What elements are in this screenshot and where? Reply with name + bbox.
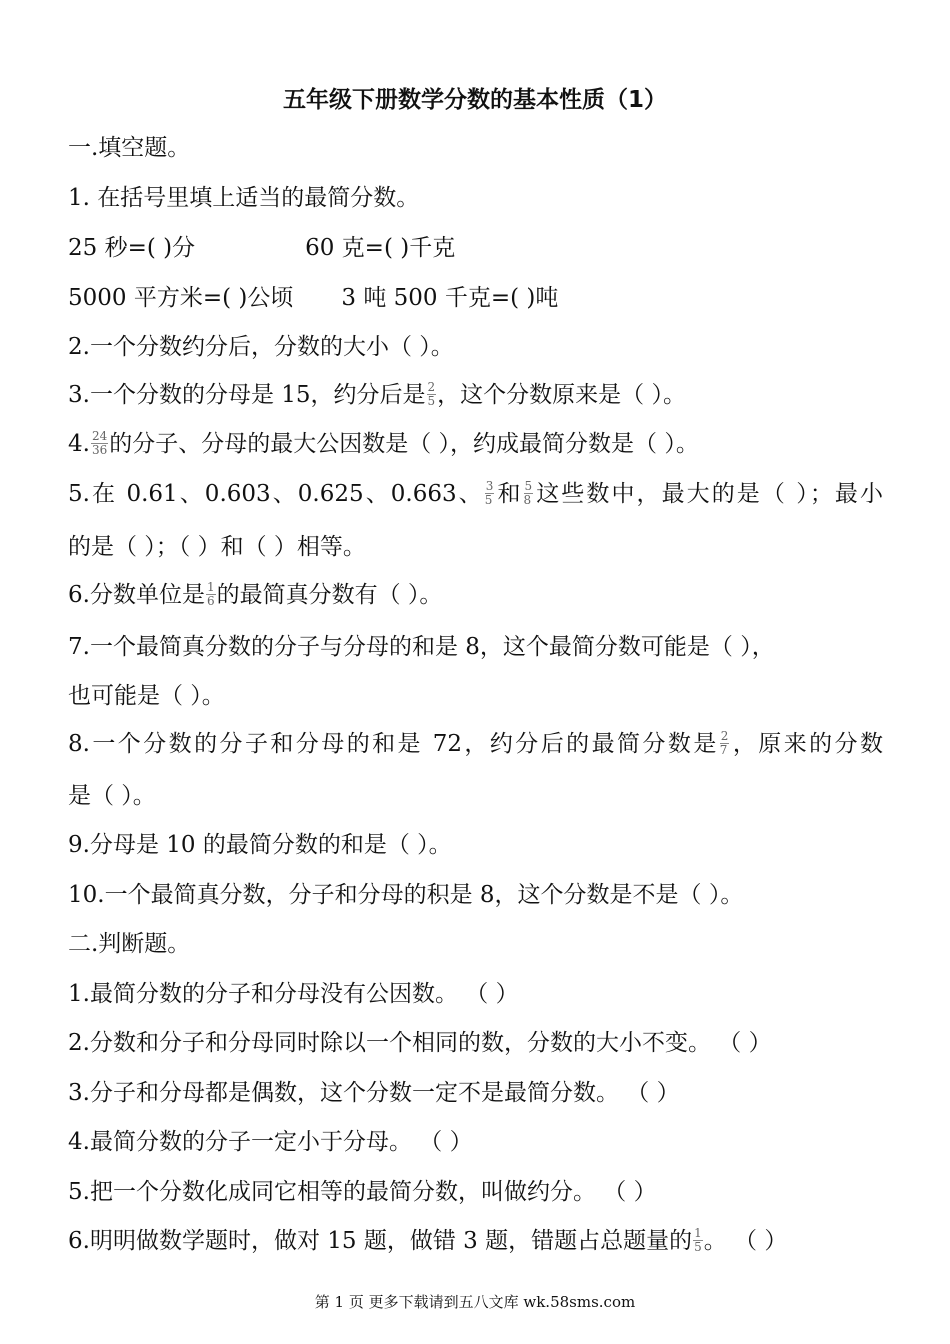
judgment-2: 2.分数和分子和分母同时除以一个相同的数，分数的大小不变。 （ ） <box>68 1030 772 1056</box>
question-4: 4. $\frac{24}{36}$ 的分子、分母的最大公因数是（ ），约成最简分数是（ ）。 <box>68 428 699 457</box>
section-heading-true-false: 二.判断题。 <box>68 931 191 957</box>
judgment-5: 5.把一个分数化成同它相等的最简分数，叫做约分。 （ ） <box>68 1179 657 1205</box>
question-1a: 25 秒=( )分 <box>68 235 196 261</box>
question-9: 9.分母是 10 的最简分数的和是（ ）。 <box>68 832 452 858</box>
question-1d: 3 吨 500 千克=( )吨 <box>341 285 559 311</box>
judgment-1: 1.最简分数的分子和分母没有公因数。 （ ） <box>68 981 519 1007</box>
question-1: 1. 在括号里填上适当的最简分数。 <box>68 185 420 211</box>
judgment-3: 3.分子和分母都是偶数，这个分数一定不是最简分数。 （ ） <box>68 1080 680 1106</box>
question-8-continued: 是（ ）。 <box>68 783 156 809</box>
question-10: 10.一个最简真分数，分子和分母的积是 8，这个分数是不是（ ）。 <box>68 882 744 908</box>
question-1b: 60 克=( )千克 <box>305 235 456 261</box>
fraction: $\frac{5}{8}$ <box>523 478 533 507</box>
question-6: 6.分数单位是 $\frac{1}{6}$ 的最简真分数有（ ）。 <box>68 579 443 608</box>
question-7: 7.一个最简真分数的分子与分母的和是 8，这个最简分数可能是（ ）， <box>68 634 775 660</box>
fraction: $\frac{2}{5}$ <box>427 379 436 408</box>
fraction: $\frac{24}{36}$ <box>91 428 108 457</box>
question-1c: 5000 平方米=( )公顷 <box>68 285 294 311</box>
question-8: 8.一个分数的分子和分母的和是 72，约分后的最简分数是 $\frac{2}{7}$ ，原来的分数 <box>68 728 883 757</box>
judgment-4: 4.最简分数的分子一定小于分母。 （ ） <box>68 1129 473 1155</box>
page-footer: 第 1 页 更多下载请到五八文库 wk.58sms.com <box>314 1293 636 1311</box>
fraction: $\frac{1}{6}$ <box>206 579 215 608</box>
question-7-continued: 也可能是（ ）。 <box>68 683 225 709</box>
fraction: $\frac{2}{7}$ <box>719 728 729 757</box>
fraction: $\frac{1}{5}$ <box>694 1225 702 1254</box>
question-2: 2.一个分数约分后，分数的大小（ ）。 <box>68 334 454 360</box>
question-1-row-1 <box>68 232 883 264</box>
section-heading-fill-in: 一.填空题。 <box>68 135 191 161</box>
question-3: 3.一个分数的分母是 15，约分后是 $\frac{2}{5}$ ，这个分数原来是（ ）。 <box>68 379 686 408</box>
page-title: 五年级下册数学分数的基本性质（1） <box>282 87 667 113</box>
question-1-row-2 <box>68 282 883 314</box>
question-5-continued: 的是（ ）；（ ）和（ ）相等。 <box>68 534 366 560</box>
question-5: 5.在 0.61、0.603、0.625、0.663、 $\frac{3}{5}$ 和 $\frac{5}{8}$ 这些数中，最大的是（ ）；最小 <box>68 478 884 507</box>
judgment-6: 6.明明做数学题时，做对 15 题，做错 3 题，错题占总题量的 $\frac{1}{5}$ 。 （ ） <box>68 1225 788 1254</box>
fraction: $\frac{3}{5}$ <box>484 478 494 507</box>
